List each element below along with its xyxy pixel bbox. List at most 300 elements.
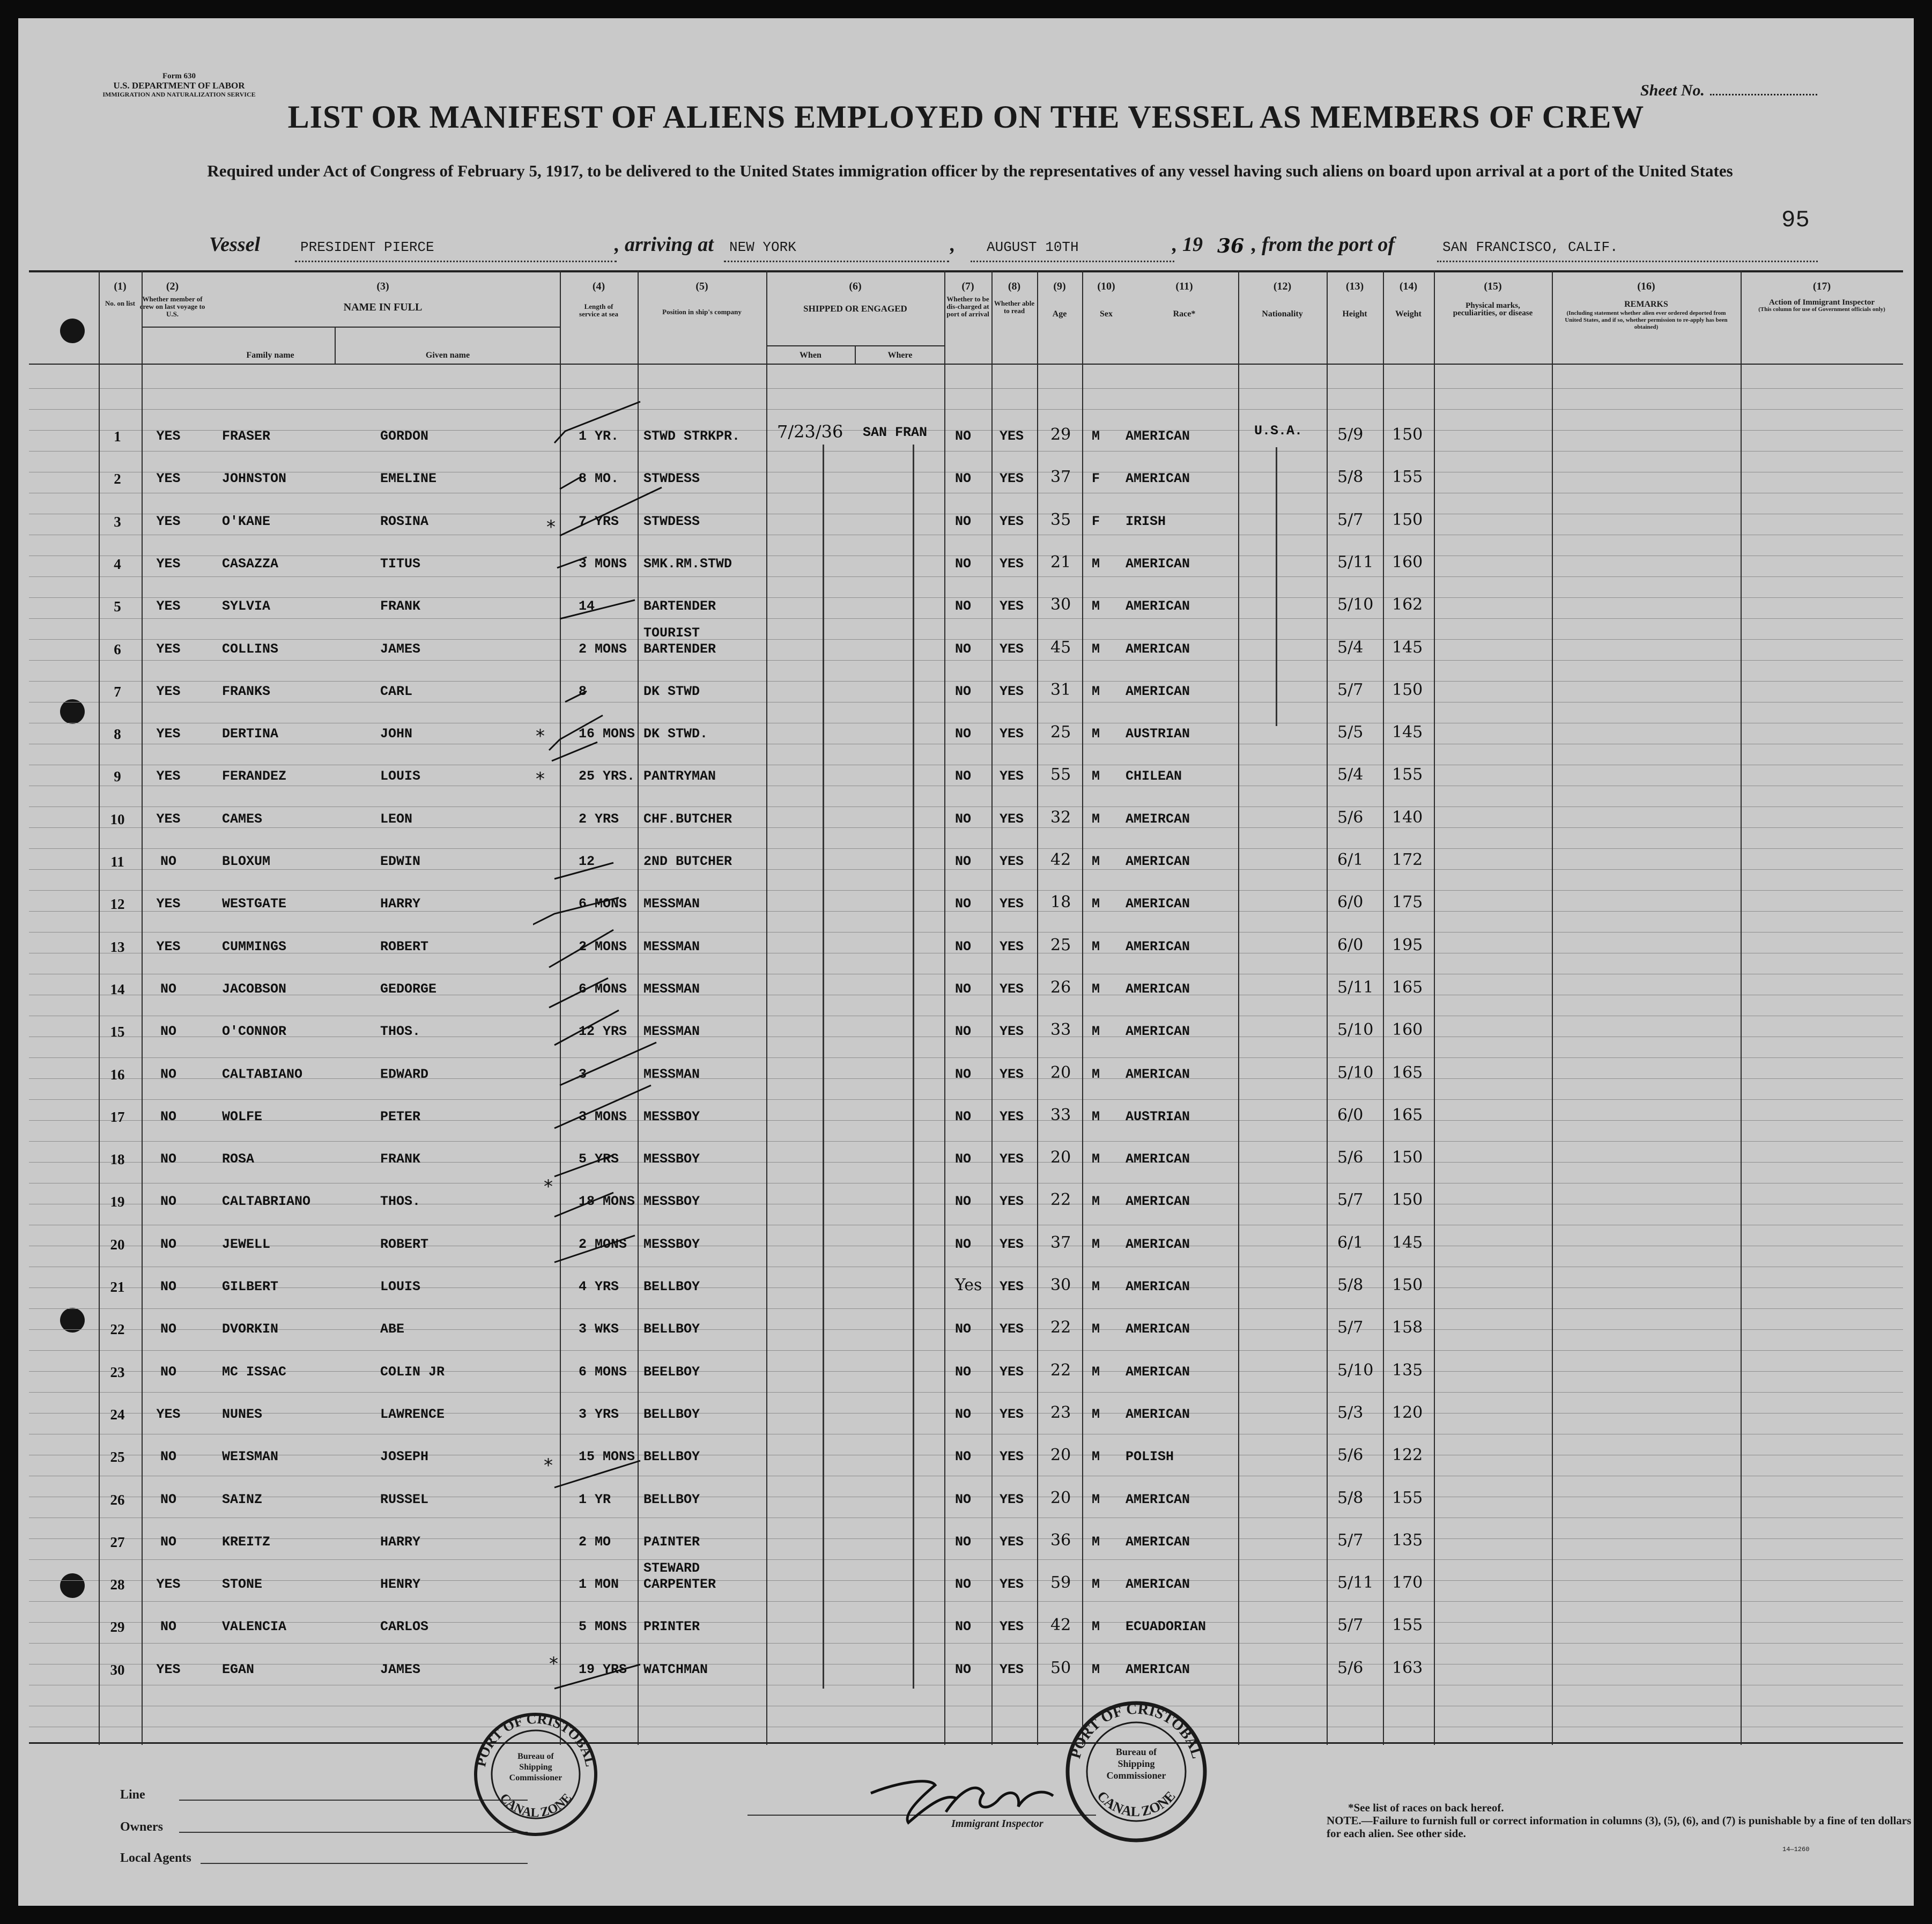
cell-sex: M xyxy=(1092,1364,1100,1380)
cell-last: YES xyxy=(156,641,181,657)
form-identifier xyxy=(66,72,292,99)
cell-service: 8 MO. xyxy=(579,471,619,487)
cell-service: 6 MONS xyxy=(579,896,627,912)
cell-read: YES xyxy=(1000,1151,1024,1167)
col10-header: (10) Sex xyxy=(1097,280,1115,319)
cell-given: COLIN JR xyxy=(380,1364,445,1380)
cell-service: 19 YRS xyxy=(579,1661,627,1677)
col15-header: (15) Physical marks, peculiarities, or disease xyxy=(1453,280,1533,317)
cell-read: YES xyxy=(1000,1619,1024,1635)
cell-service: 8 xyxy=(579,683,587,699)
form-service: IMMIGRATION AND NATURALIZATION SERVICE xyxy=(102,91,256,98)
cell-sex: M xyxy=(1092,683,1100,699)
cell-no: 11 xyxy=(110,854,124,870)
cell-weight: 160 xyxy=(1392,552,1423,572)
cell-service: 3 MONS xyxy=(579,1108,627,1124)
svg-text:*: * xyxy=(546,516,556,538)
col12-header: (12) Nationality xyxy=(1262,280,1303,319)
cell-position: BARTENDER xyxy=(643,598,716,615)
cell-read: YES xyxy=(1000,556,1024,572)
row-rule xyxy=(29,681,1903,682)
cell-service: 5 YRS xyxy=(579,1151,619,1167)
cell-family: CALTABRIANO xyxy=(222,1194,311,1210)
cell-last: NO xyxy=(160,1491,176,1507)
penalty-note: NOTE.—Failure to furnish full or correct information in columns (3), (5), (6), and (7) is punishable by a fine of ten dollars for each alien. See other side. xyxy=(1327,1814,1912,1840)
page-subtitle: Required under Act of Congress of February 5, 1917, to be delivered to the United States immigration officer by the representatives of any vessel having such aliens on board upon arrival at a port of the United States xyxy=(207,161,1733,180)
cell-discharged: NO xyxy=(955,428,972,444)
cell-last: NO xyxy=(160,1151,176,1167)
cell-discharged: NO xyxy=(955,896,972,912)
cell-service: 3 xyxy=(579,1066,587,1082)
cell-discharged: NO xyxy=(955,1108,972,1124)
cell-sex: M xyxy=(1092,1406,1100,1422)
cell-sex: M xyxy=(1092,768,1100,785)
cell-service: 4 YRS xyxy=(579,1279,619,1294)
col17-header: (17) Action of Immigrant Inspector (This column for use of Government officials only) xyxy=(1758,280,1885,313)
cell-height: 6/1 xyxy=(1337,850,1364,869)
cell-race: AMERICAN xyxy=(1126,981,1190,997)
cell-race: AMERICAN xyxy=(1126,1577,1190,1593)
shipped-where-value: SAN FRAN xyxy=(863,425,928,440)
cell-given: THOS. xyxy=(380,1194,421,1210)
cell-position: MESSBOY xyxy=(643,1151,700,1167)
cell-age: 18 xyxy=(1050,893,1071,912)
cell-height: 5/7 xyxy=(1337,1530,1364,1550)
nationality-value: U.S.A. xyxy=(1254,423,1303,439)
cell-given: THOS. xyxy=(380,1024,421,1040)
checkmark-annotations xyxy=(533,394,672,1707)
cell-no: 12 xyxy=(110,896,125,913)
svg-text:CANAL ZONE: CANAL ZONE xyxy=(497,1790,575,1821)
cell-read: YES xyxy=(1000,1661,1024,1677)
shipped-when-value: 7/23/36 xyxy=(777,421,843,442)
row-rule xyxy=(29,806,1903,807)
cell-position: TOURIST BARTENDER xyxy=(643,625,716,657)
cell-race: AMERICAN xyxy=(1126,1024,1190,1040)
cell-position: BELLBOY xyxy=(643,1279,700,1294)
cell-age: 33 xyxy=(1050,1105,1071,1124)
cell-given: JOSEPH xyxy=(380,1449,429,1465)
cell-age: 26 xyxy=(1050,978,1071,997)
cell-discharged: NO xyxy=(955,513,972,529)
cell-read: YES xyxy=(1000,513,1024,529)
cell-age: 35 xyxy=(1050,510,1071,529)
cell-discharged: Yes xyxy=(955,1276,982,1294)
cell-read: YES xyxy=(1000,1577,1024,1593)
cell-race: AMERICAN xyxy=(1126,1066,1190,1082)
col3-header: (3) NAME IN FULL xyxy=(343,280,423,313)
sheet-number-field xyxy=(1640,82,1817,100)
row-rule xyxy=(29,618,1903,619)
cell-age: 20 xyxy=(1050,1148,1071,1167)
row-rule xyxy=(29,1308,1903,1309)
cell-position: BEELBOY xyxy=(643,1364,700,1380)
cell-sex: M xyxy=(1092,1066,1100,1082)
cell-read: YES xyxy=(1000,1236,1024,1252)
row-rule xyxy=(29,639,1903,640)
cell-position: MESSMAN xyxy=(643,938,700,954)
cell-no: 17 xyxy=(110,1108,125,1125)
cell-family: FERANDEZ xyxy=(222,768,287,785)
cell-age: 22 xyxy=(1050,1190,1071,1210)
cell-sex: F xyxy=(1092,513,1100,529)
cell-given: ROBERT xyxy=(380,938,429,954)
cell-position: 2ND BUTCHER xyxy=(643,854,732,869)
cell-read: YES xyxy=(1000,683,1024,699)
cell-family: DVORKIN xyxy=(222,1321,279,1337)
cell-last: YES xyxy=(156,811,181,827)
cell-race: AMERICAN xyxy=(1126,1279,1190,1294)
cell-read: YES xyxy=(1000,981,1024,997)
cell-service: 1 YR xyxy=(579,1491,611,1507)
cell-weight: 150 xyxy=(1392,1276,1423,1294)
cell-height: 6/1 xyxy=(1337,1233,1364,1252)
cell-weight: 150 xyxy=(1392,680,1423,699)
cell-read: YES xyxy=(1000,1279,1024,1294)
footer-notes xyxy=(1327,1801,1914,1840)
cell-given: HARRY xyxy=(380,896,421,912)
cell-discharged: NO xyxy=(955,1491,972,1507)
cell-sex: M xyxy=(1092,1108,1100,1124)
cell-position: DK STWD. xyxy=(643,726,708,742)
cell-given: LAWRENCE xyxy=(380,1406,445,1422)
col7-header: (7) Whether to be dis-charged at port of arrival xyxy=(946,280,989,318)
cell-no: 30 xyxy=(110,1661,125,1678)
cell-race: AMERICAN xyxy=(1126,1321,1190,1337)
cell-race: AMERICAN xyxy=(1126,1406,1190,1422)
cell-read: YES xyxy=(1000,726,1024,742)
cell-read: YES xyxy=(1000,768,1024,785)
cell-last: YES xyxy=(156,768,181,785)
cell-weight: 122 xyxy=(1392,1446,1423,1465)
cell-age: 25 xyxy=(1050,723,1071,742)
cell-no: 7 xyxy=(114,683,121,700)
cell-family: SYLVIA xyxy=(222,598,271,615)
cell-service: 1 YR. xyxy=(579,428,619,444)
cell-discharged: NO xyxy=(955,768,972,785)
cell-last: NO xyxy=(160,1024,176,1040)
cell-discharged: NO xyxy=(955,811,972,827)
cell-read: YES xyxy=(1000,1321,1024,1337)
cell-last: YES xyxy=(156,1406,181,1422)
cell-family: O'CONNOR xyxy=(222,1024,287,1040)
cell-service: 5 MONS xyxy=(579,1619,627,1635)
col16-header: (16) REMARKS (Including statement whether alien ever ordered deported from United States, and if so, whether permission to re-apply has been obtained) xyxy=(1565,280,1728,330)
cell-read: YES xyxy=(1000,1364,1024,1380)
cell-last: YES xyxy=(156,726,181,742)
cell-given: JAMES xyxy=(380,1661,421,1677)
cell-weight: 150 xyxy=(1392,1148,1423,1167)
cell-weight: 120 xyxy=(1392,1403,1423,1422)
ditto-line xyxy=(823,445,824,1689)
table-bottom-border xyxy=(29,1742,1903,1744)
svg-text:*: * xyxy=(536,726,545,747)
cell-given: ROSINA xyxy=(380,513,429,529)
cell-discharged: NO xyxy=(955,641,972,657)
cell-position: MESSMAN xyxy=(643,896,700,912)
cell-height: 5/7 xyxy=(1337,1190,1364,1210)
cell-height: 5/4 xyxy=(1337,765,1364,785)
row-rule xyxy=(29,388,1903,389)
cell-height: 5/9 xyxy=(1337,425,1364,444)
cell-family: JACOBSON xyxy=(222,981,287,997)
cell-age: 36 xyxy=(1050,1530,1071,1550)
cell-sex: M xyxy=(1092,556,1100,572)
cell-family: FRASER xyxy=(222,428,271,444)
cell-weight: 155 xyxy=(1392,1488,1423,1507)
svg-text:PORT OF CRISTOBAL: PORT OF CRISTOBAL xyxy=(473,1711,598,1768)
cell-age: 42 xyxy=(1050,850,1071,869)
cell-age: 25 xyxy=(1050,935,1071,954)
cell-discharged: NO xyxy=(955,1406,972,1422)
cell-discharged: NO xyxy=(955,1577,972,1593)
cell-read: YES xyxy=(1000,854,1024,869)
cell-given: RUSSEL xyxy=(380,1491,429,1507)
from-port: SAN FRANCISCO, CALIF. xyxy=(1442,239,1618,255)
cell-race: AMERICAN xyxy=(1126,556,1190,572)
cell-last: NO xyxy=(160,1321,176,1337)
svg-text:*: * xyxy=(544,1176,553,1197)
cell-discharged: NO xyxy=(955,1661,972,1677)
cell-height: 5/3 xyxy=(1337,1403,1364,1422)
cell-no: 29 xyxy=(110,1619,125,1636)
svg-text:*: * xyxy=(544,1455,553,1476)
cell-sex: M xyxy=(1092,598,1100,615)
binder-hole xyxy=(60,319,85,343)
cell-weight: 165 xyxy=(1392,1063,1423,1082)
cell-position: SMK.RM.STWD xyxy=(643,556,732,572)
cell-height: 5/5 xyxy=(1337,723,1364,742)
cell-race: AMERICAN xyxy=(1126,1534,1190,1550)
table-top-border xyxy=(29,270,1903,272)
cell-no: 27 xyxy=(110,1534,125,1550)
cell-no: 16 xyxy=(110,1066,125,1083)
ditto-line xyxy=(913,445,914,1689)
given-name-header: Given name xyxy=(425,351,470,360)
vessel-name: PRESIDENT PIERCE xyxy=(300,239,434,255)
cell-given: CARL xyxy=(380,683,413,699)
cell-read: YES xyxy=(1000,471,1024,487)
cell-sex: M xyxy=(1092,854,1100,869)
cell-no: 9 xyxy=(114,768,121,785)
col6-header: (6) SHIPPED OR ENGAGED xyxy=(803,280,907,314)
cell-weight: 155 xyxy=(1392,765,1423,785)
cell-sex: M xyxy=(1092,1449,1100,1465)
cell-last: NO xyxy=(160,1364,176,1380)
cell-height: 5/8 xyxy=(1337,468,1364,487)
cell-no: 22 xyxy=(110,1321,125,1338)
cell-weight: 165 xyxy=(1392,978,1423,997)
cell-sex: M xyxy=(1092,726,1100,742)
cell-sex: M xyxy=(1092,1577,1100,1593)
cell-race: AMERICAN xyxy=(1126,1151,1190,1167)
row-rule xyxy=(29,1559,1903,1560)
form-number: Form 630 xyxy=(162,72,196,80)
cell-given: LOUIS xyxy=(380,768,421,785)
cell-last: NO xyxy=(160,1449,176,1465)
cell-height: 5/6 xyxy=(1337,1148,1364,1167)
race-note: *See list of races on back hereof. xyxy=(1348,1801,1504,1814)
row-rule xyxy=(29,1601,1903,1602)
line-label: Line xyxy=(120,1788,145,1802)
cell-height: 5/11 xyxy=(1337,1573,1374,1593)
cell-family: NUNES xyxy=(222,1406,263,1422)
col8-header: (8) Whether able to read xyxy=(994,280,1035,315)
cell-height: 5/7 xyxy=(1337,1318,1364,1337)
cell-given: HENRY xyxy=(380,1577,421,1593)
manifest-sheet xyxy=(18,18,1914,1906)
cell-weight: 165 xyxy=(1392,1105,1423,1124)
col13-header: (13) Height xyxy=(1342,280,1367,319)
cell-race: AMERICAN xyxy=(1126,598,1190,615)
row-rule xyxy=(29,890,1903,891)
cell-no: 23 xyxy=(110,1364,125,1380)
cell-position: PAINTER xyxy=(643,1534,700,1550)
cell-no: 14 xyxy=(110,981,125,997)
cell-race: AMERICAN xyxy=(1126,1364,1190,1380)
cell-position: STWDESS xyxy=(643,471,700,487)
cell-no: 6 xyxy=(114,641,121,657)
cell-given: HARRY xyxy=(380,1534,421,1550)
vessel-line: Vessel PRESIDENT PIERCE , arriving at NEW YORK , AUGUST 10TH , 19 36 , from the port of SAN FRANCISCO, CALIF. xyxy=(209,233,1818,265)
row-rule xyxy=(29,660,1903,661)
cell-service: 2 MONS xyxy=(579,1236,627,1252)
cell-discharged: NO xyxy=(955,1151,972,1167)
row-rule xyxy=(29,1057,1903,1058)
local-agents-label: Local Agents xyxy=(120,1851,191,1865)
cell-age: 22 xyxy=(1050,1360,1071,1380)
cell-weight: 160 xyxy=(1392,1020,1423,1040)
arrival-year: 36 xyxy=(1217,235,1245,257)
cell-height: 5/7 xyxy=(1337,680,1364,699)
cell-given: TITUS xyxy=(380,556,421,572)
cell-last: NO xyxy=(160,1108,176,1124)
cell-age: 32 xyxy=(1050,808,1071,827)
cell-height: 5/10 xyxy=(1337,1063,1374,1082)
cell-no: 24 xyxy=(110,1406,125,1423)
cell-height: 5/7 xyxy=(1337,1616,1364,1635)
cell-height: 5/10 xyxy=(1337,595,1374,615)
cell-position: STEWARD CARPENTER xyxy=(643,1560,716,1593)
cell-service: 2 MONS xyxy=(579,938,627,954)
row-rule xyxy=(29,932,1903,933)
cell-last: NO xyxy=(160,1534,176,1550)
cell-race: AMERICAN xyxy=(1126,1661,1190,1677)
cell-read: YES xyxy=(1000,428,1024,444)
cell-discharged: NO xyxy=(955,938,972,954)
cell-age: 42 xyxy=(1050,1616,1071,1635)
col9-header: (9) Age xyxy=(1052,280,1067,319)
cell-read: YES xyxy=(1000,1108,1024,1124)
cell-no: 2 xyxy=(114,471,121,487)
cell-last: NO xyxy=(160,854,176,869)
cell-race: AMERICAN xyxy=(1126,1194,1190,1210)
form-department: U.S. DEPARTMENT OF LABOR xyxy=(113,80,245,91)
cell-race: CHILEAN xyxy=(1126,768,1182,785)
arrival-date: AUGUST 10TH xyxy=(987,239,1079,255)
cell-family: SAINZ xyxy=(222,1491,263,1507)
cell-read: YES xyxy=(1000,598,1024,615)
cell-sex: M xyxy=(1092,641,1100,657)
cell-no: 15 xyxy=(110,1024,125,1040)
cell-weight: 145 xyxy=(1392,723,1423,742)
cell-last: YES xyxy=(156,513,181,529)
row-rule xyxy=(29,1350,1903,1351)
cell-given: LOUIS xyxy=(380,1279,421,1294)
cell-age: 23 xyxy=(1050,1403,1071,1422)
cell-race: AMERICAN xyxy=(1126,471,1190,487)
cell-weight: 145 xyxy=(1392,1233,1423,1252)
col1-header: (1) No. on list xyxy=(105,280,135,307)
svg-text:PORT OF CRISTOBAL: PORT OF CRISTOBAL xyxy=(1067,1700,1205,1760)
cell-given: FRANK xyxy=(380,1151,421,1167)
cell-race: AMERICAN xyxy=(1126,938,1190,954)
cell-given: ABE xyxy=(380,1321,405,1337)
cell-weight: 158 xyxy=(1392,1318,1423,1337)
cell-given: EMELINE xyxy=(380,471,437,487)
cell-no: 19 xyxy=(110,1194,125,1210)
cell-family: FRANKS xyxy=(222,683,271,699)
cell-family: WESTGATE xyxy=(222,896,287,912)
cell-sex: M xyxy=(1092,981,1100,997)
cell-no: 25 xyxy=(110,1449,125,1466)
inspector-label: Immigrant Inspector xyxy=(951,1818,1043,1830)
cell-last: YES xyxy=(156,683,181,699)
cell-sex: F xyxy=(1092,471,1100,487)
cell-race: POLISH xyxy=(1126,1449,1174,1465)
cell-no: 21 xyxy=(110,1279,125,1295)
cell-race: AMEIRCAN xyxy=(1126,811,1190,827)
cell-discharged: NO xyxy=(955,726,972,742)
cell-age: 21 xyxy=(1050,552,1071,572)
cell-last: YES xyxy=(156,598,181,615)
cell-sex: M xyxy=(1092,938,1100,954)
cell-position: MESSMAN xyxy=(643,1024,700,1040)
cell-read: YES xyxy=(1000,1534,1024,1550)
cell-position: MESSMAN xyxy=(643,981,700,997)
cell-weight: 155 xyxy=(1392,468,1423,487)
cell-race: AMERICAN xyxy=(1126,896,1190,912)
cell-family: WOLFE xyxy=(222,1108,263,1124)
cell-weight: 150 xyxy=(1392,425,1423,444)
cell-given: GORDON xyxy=(380,428,429,444)
cell-read: YES xyxy=(1000,1194,1024,1210)
cell-last: NO xyxy=(160,1279,176,1294)
cell-weight: 195 xyxy=(1392,935,1423,954)
cell-read: YES xyxy=(1000,811,1024,827)
cell-no: 26 xyxy=(110,1491,125,1508)
cell-service: 15 MONS xyxy=(579,1449,635,1465)
cell-family: GILBERT xyxy=(222,1279,279,1294)
cell-height: 5/10 xyxy=(1337,1360,1374,1380)
cell-service: 2 YRS xyxy=(579,811,619,827)
cell-service: 1 MON xyxy=(579,1577,619,1593)
shipped-when-header: When xyxy=(800,351,821,360)
cell-no: 3 xyxy=(114,513,121,530)
cell-given: ROBERT xyxy=(380,1236,429,1252)
cell-sex: M xyxy=(1092,1279,1100,1294)
cell-family: JOHNSTON xyxy=(222,471,287,487)
page-title: LIST OR MANIFEST OF ALIENS EMPLOYED ON THE VESSEL AS MEMBERS OF CREW xyxy=(287,99,1645,135)
cell-discharged: NO xyxy=(955,981,972,997)
cell-read: YES xyxy=(1000,1406,1024,1422)
cell-sex: M xyxy=(1092,1024,1100,1040)
cell-position: BELLBOY xyxy=(643,1406,700,1422)
page-number: 95 xyxy=(1781,207,1810,234)
cell-weight: 135 xyxy=(1392,1360,1423,1380)
cell-race: AMERICAN xyxy=(1126,1491,1190,1507)
cell-service: 25 YRS. xyxy=(579,768,635,785)
